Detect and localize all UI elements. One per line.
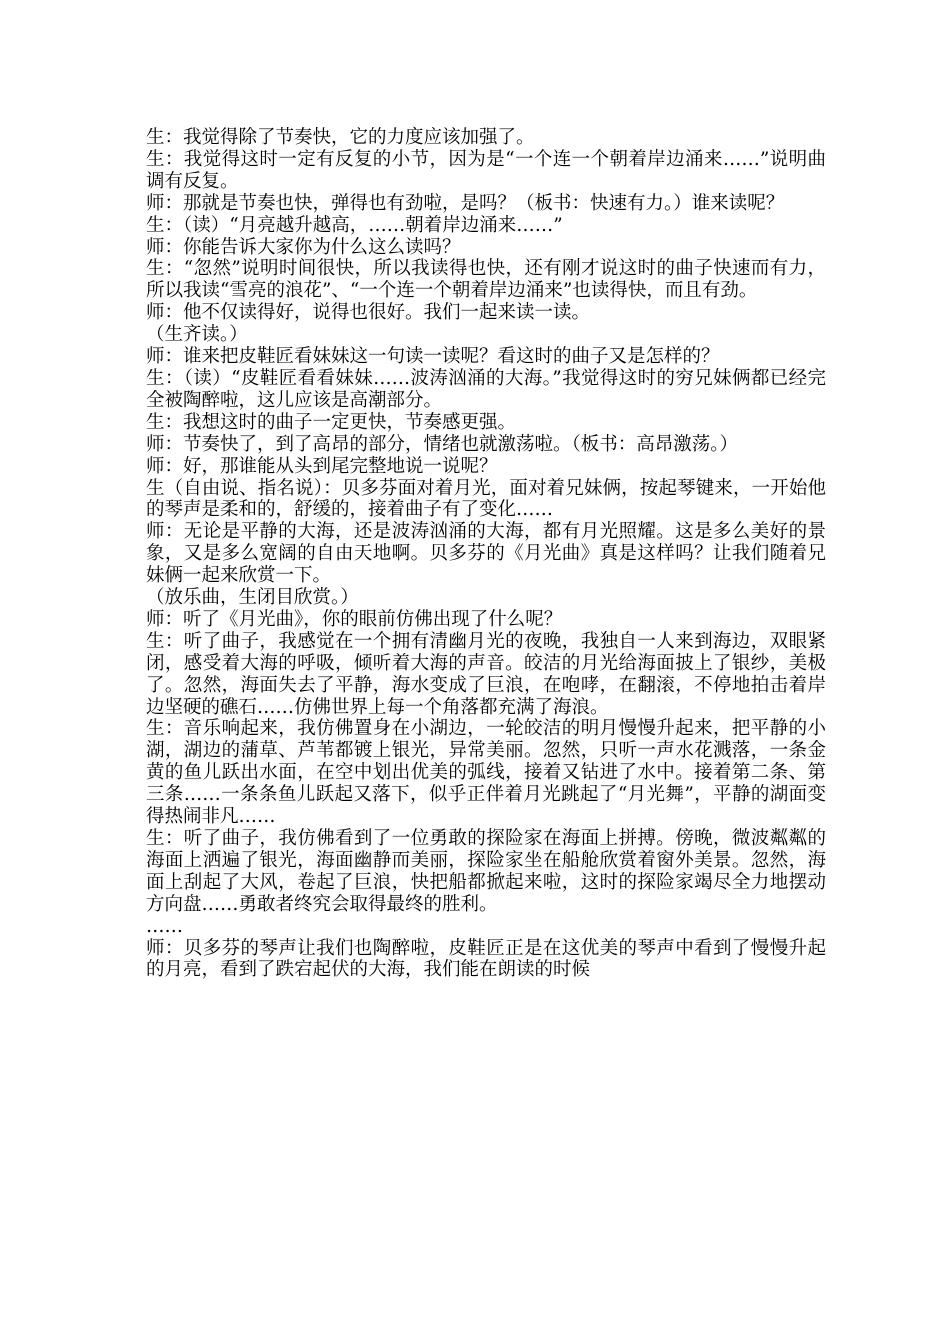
paragraph: 师：好，那谁能从头到尾完整地说一说呢？ [146, 455, 498, 477]
paragraph: 师：贝多芬的琴声让我们也陶醉啦，皮鞋匠正是在这优美的琴声中看到了慢慢升起的月亮，看到了跌宕起伏的大海，我们能在朗读的时候 [146, 937, 826, 981]
paragraph: 生：我想这时的曲子一定更快，节奏感更强。 [146, 411, 517, 433]
paragraph: 师：谁来把皮鞋匠看妹妹这一句读一读呢？看这时的曲子又是怎样的？ [146, 346, 720, 368]
paragraph: 生：我觉得这时一定有反复的小节，因为是“一个连一个朝着岸边涌来……”说明曲调有反复。 [146, 148, 826, 192]
paragraph: 师：无论是平静的大海，还是波涛汹涌的大海，都有月光照耀。这是多么美好的景象，又是多么宽阔的自由天地啊。贝多芬的《月光曲》真是这样吗？让我们随着兄妹俩一起来欣赏一下。 [146, 521, 826, 587]
paragraph: 生：音乐响起来，我仿佛置身在小湖边，一轮皎洁的明月慢慢升起来，把平静的小湖，湖边的蒲草、芦苇都镀上银光，异常美丽。忽然，只听一声水花溅落，一条金黄的鱼儿跃出水面，在空中划出优美的弧线，接着又钻进了水中。接着第二条、第三条……一条条鱼儿跃起又落下，似乎正伴着月光跳起了“月光舞”，平静的湖面变得热闹非凡…… [146, 718, 826, 828]
paragraph: 生（自由说、指名说）：贝多芬面对着月光，面对着兄妹俩，按起琴键来，一开始他的琴声是柔和的，舒缓的，接着曲子有了变化…… [146, 477, 826, 521]
paragraph: 师：节奏快了，到了高昂的部分，情绪也就激荡啦。（板书：高昂激荡。） [146, 433, 739, 455]
document-body [146, 127, 826, 981]
paragraph: 生：“忽然”说明时间很快，所以我读得也快，还有刚才说这时的曲子快速而有力，所以我读“雪亮的浪花”、“一个连一个朝着岸边涌来”也读得快，而且有劲。 [146, 258, 826, 302]
paragraph: 师：那就是节奏也快，弹得也有劲啦，是吗？（板书：快速有力。）谁来读呢？ [146, 192, 785, 214]
paragraph: 生：我觉得除了节奏快，它的力度应该加强了。 [146, 127, 535, 148]
paragraph: 师：他不仅读得好，说得也很好。我们一起来读一读。 [146, 302, 591, 324]
paragraph: 生：（读）“月亮越升越高，……朝着岸边涌来……” [146, 214, 563, 236]
ellipsis-line: …… [146, 915, 183, 937]
paragraph: 生：听了曲子，我仿佛看到了一位勇敢的探险家在海面上拼搏。傍晚，微波粼粼的海面上洒遍了银光，海面幽静而美丽，探险家坐在船舱欣赏着窗外美景。忽然，海面上刮起了大风，卷起了巨浪，快把船都掀起来啦，这时的探险家竭尽全力地摆动方向盘……勇敢者终究会取得最终的胜利。 [146, 828, 826, 915]
paragraph: 生：（读）“皮鞋匠看看妹妹……波涛汹涌的大海。”我觉得这时的穷兄妹俩都已经完全被陶醉啦，这儿应该是高潮部分。 [146, 367, 826, 411]
stage-direction: （生齐读。） [146, 324, 248, 346]
paragraph: 师：你能告诉大家你为什么这么读吗？ [146, 236, 461, 258]
paragraph: 生：听了曲子，我感觉在一个拥有清幽月光的夜晚，我独自一人来到海边，双眼紧闭，感受着大海的呼吸，倾听着大海的声音。皎洁的月光给海面披上了银纱，美极了。忽然，海面失去了平静，海水变成了巨浪，在咆哮，在翻滚，不停地拍击着岸边坚硬的礁石……仿佛世界上每一个角落都充满了海浪。 [146, 630, 826, 718]
stage-direction: （放乐曲，生闭目欣赏。） [146, 587, 359, 609]
paragraph: 师：听了《月光曲》，你的眼前仿佛出现了什么呢？ [146, 608, 563, 630]
